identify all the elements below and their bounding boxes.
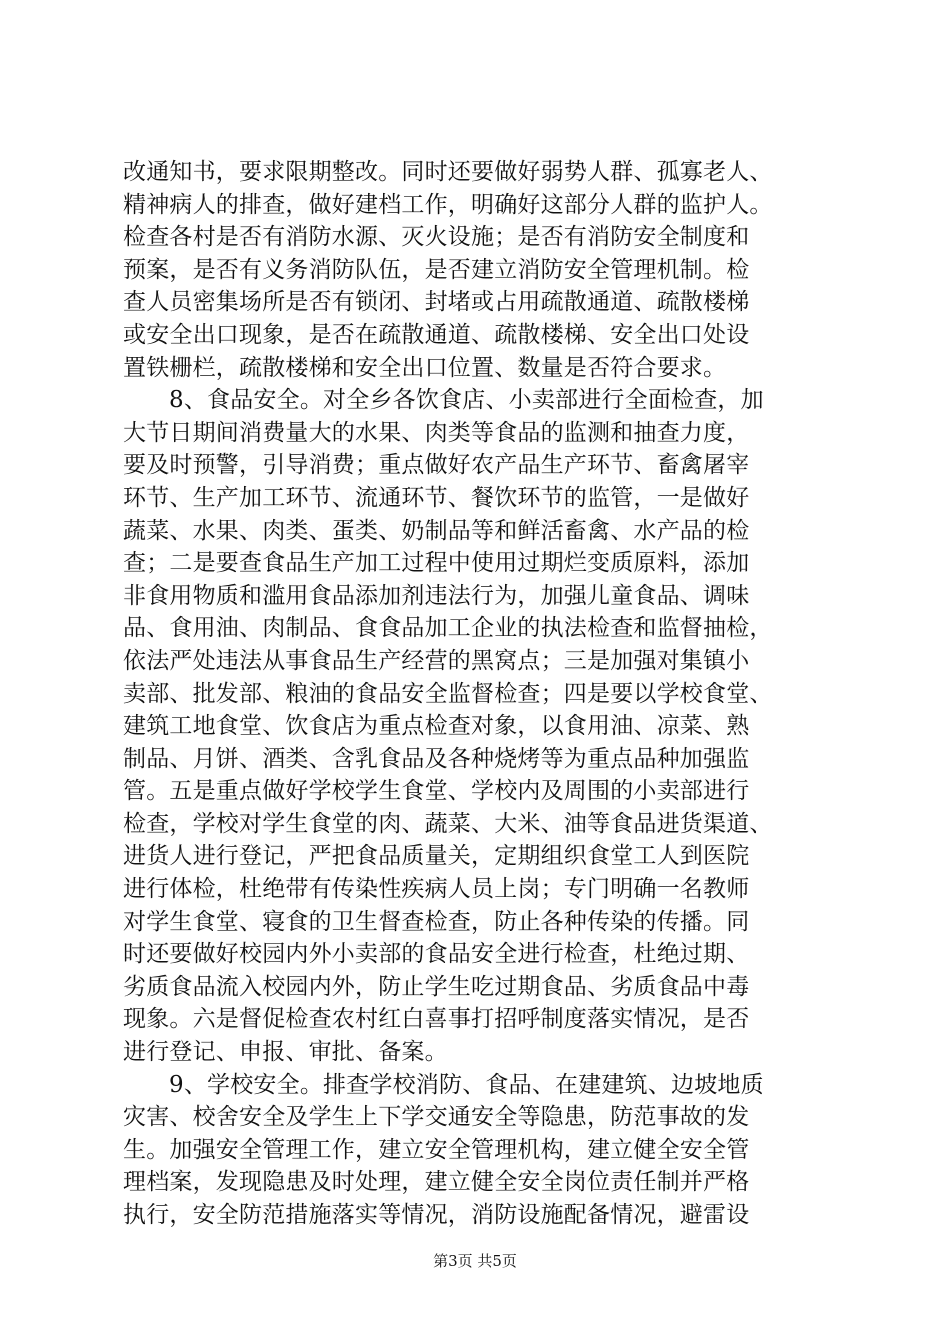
text-line: 蔬菜、水果、肉类、蛋类、奶制品等和鲜活畜禽、水产品的检	[123, 517, 750, 544]
text-line: 时还要做好校园内外小卖部的食品安全进行检查，杜绝过期、	[123, 941, 750, 968]
paragraph-start-line: 9、学校安全。排查学校消防、食品、在建建筑、边坡地质	[169, 1071, 764, 1098]
text-line: 灾害、校舍安全及学生上下学交通安全等隐患，防范事故的发	[123, 1104, 750, 1131]
text-line: 查人员密集场所是否有锁闭、封堵或占用疏散通道、疏散楼梯	[123, 289, 750, 316]
text-line: 现象。六是督促检查农村红白喜事打招呼制度落实情况，是否	[123, 1006, 750, 1033]
text-line: 查；二是要查食品生产加工过程中使用过期烂变质原料，添加	[123, 550, 750, 577]
text-line: 制品、月饼、酒类、含乳食品及各种烧烤等为重点品种加强监	[123, 745, 750, 772]
text-line: 改通知书，要求限期整改。同时还要做好弱势人群、孤寡老人、	[123, 159, 773, 185]
text-line: 精神病人的排查，做好建档工作，明确好这部分人群的监护人。	[123, 191, 773, 218]
text-line: 进货人进行登记，严把食品质量关，定期组织食堂工人到医院	[123, 843, 750, 870]
text-line: 或安全出口现象，是否在疏散通道、疏散楼梯、安全出口处设	[123, 321, 750, 348]
text-line: 生。加强安全管理工作，建立安全管理机构，建立健全安全管	[123, 1136, 750, 1163]
text-line: 要及时预警，引导消费；重点做好农产品生产环节、畜禽屠宰	[123, 452, 750, 479]
text-line: 非食用物质和滥用食品添加剂违法行为，加强儿童食品、调味	[123, 582, 750, 609]
page-number-label: 第3页 共5页	[433, 1252, 517, 1270]
text-line: 进行登记、申报、审批、备案。	[123, 1039, 448, 1066]
text-line: 品、食用油、肉制品、食食品加工企业的执法检查和监督抽检，	[123, 615, 773, 642]
text-line: 置铁栅栏，疏散楼梯和安全出口位置、数量是否符合要求。	[123, 354, 727, 381]
text-line: 卖部、批发部、粮油的食品安全监督检查；四是要以学校食堂、	[123, 680, 773, 707]
body-text	[123, 156, 835, 1232]
text-line: 检查，学校对学生食堂的肉、蔬菜、大米、油等食品进货渠道、	[123, 810, 773, 837]
text-line: 对学生食堂、寝食的卫生督查检查，防止各种传染的传播。同	[123, 908, 750, 935]
text-line: 管。五是重点做好学校学生食堂、学校内及周围的小卖部进行	[123, 778, 750, 805]
text-line: 建筑工地食堂、饮食店为重点检查对象，以食用油、凉菜、熟	[123, 713, 750, 740]
text-line: 依法严处违法从事食品生产经营的黑窝点；三是加强对集镇小	[123, 647, 750, 674]
text-line: 劣质食品流入校园内外，防止学生吃过期食品、劣质食品中毒	[123, 973, 750, 1000]
text-line: 预案，是否有义务消防队伍，是否建立消防安全管理机制。检	[123, 256, 750, 283]
text-line: 理档案，发现隐患及时处理，建立健全安全岗位责任制并严格	[123, 1169, 750, 1196]
text-line: 环节、生产加工环节、流通环节、餐饮环节的监管，一是做好	[123, 484, 750, 511]
text-line: 进行体检，杜绝带有传染性疾病人员上岗；专门明确一名教师	[123, 876, 750, 903]
text-line: 检查各村是否有消防水源、灭火设施；是否有消防安全制度和	[123, 224, 750, 251]
text-line: 执行，安全防范措施落实等情况，消防设施配备情况，避雷设	[123, 1202, 750, 1228]
text-line: 大节日期间消费量大的水果、肉类等食品的监测和抽查力度，	[123, 419, 750, 446]
page-footer	[0, 1251, 950, 1271]
paragraph-start-line: 8、食品安全。对全乡各饮食店、小卖部进行全面检查，加	[169, 387, 764, 414]
